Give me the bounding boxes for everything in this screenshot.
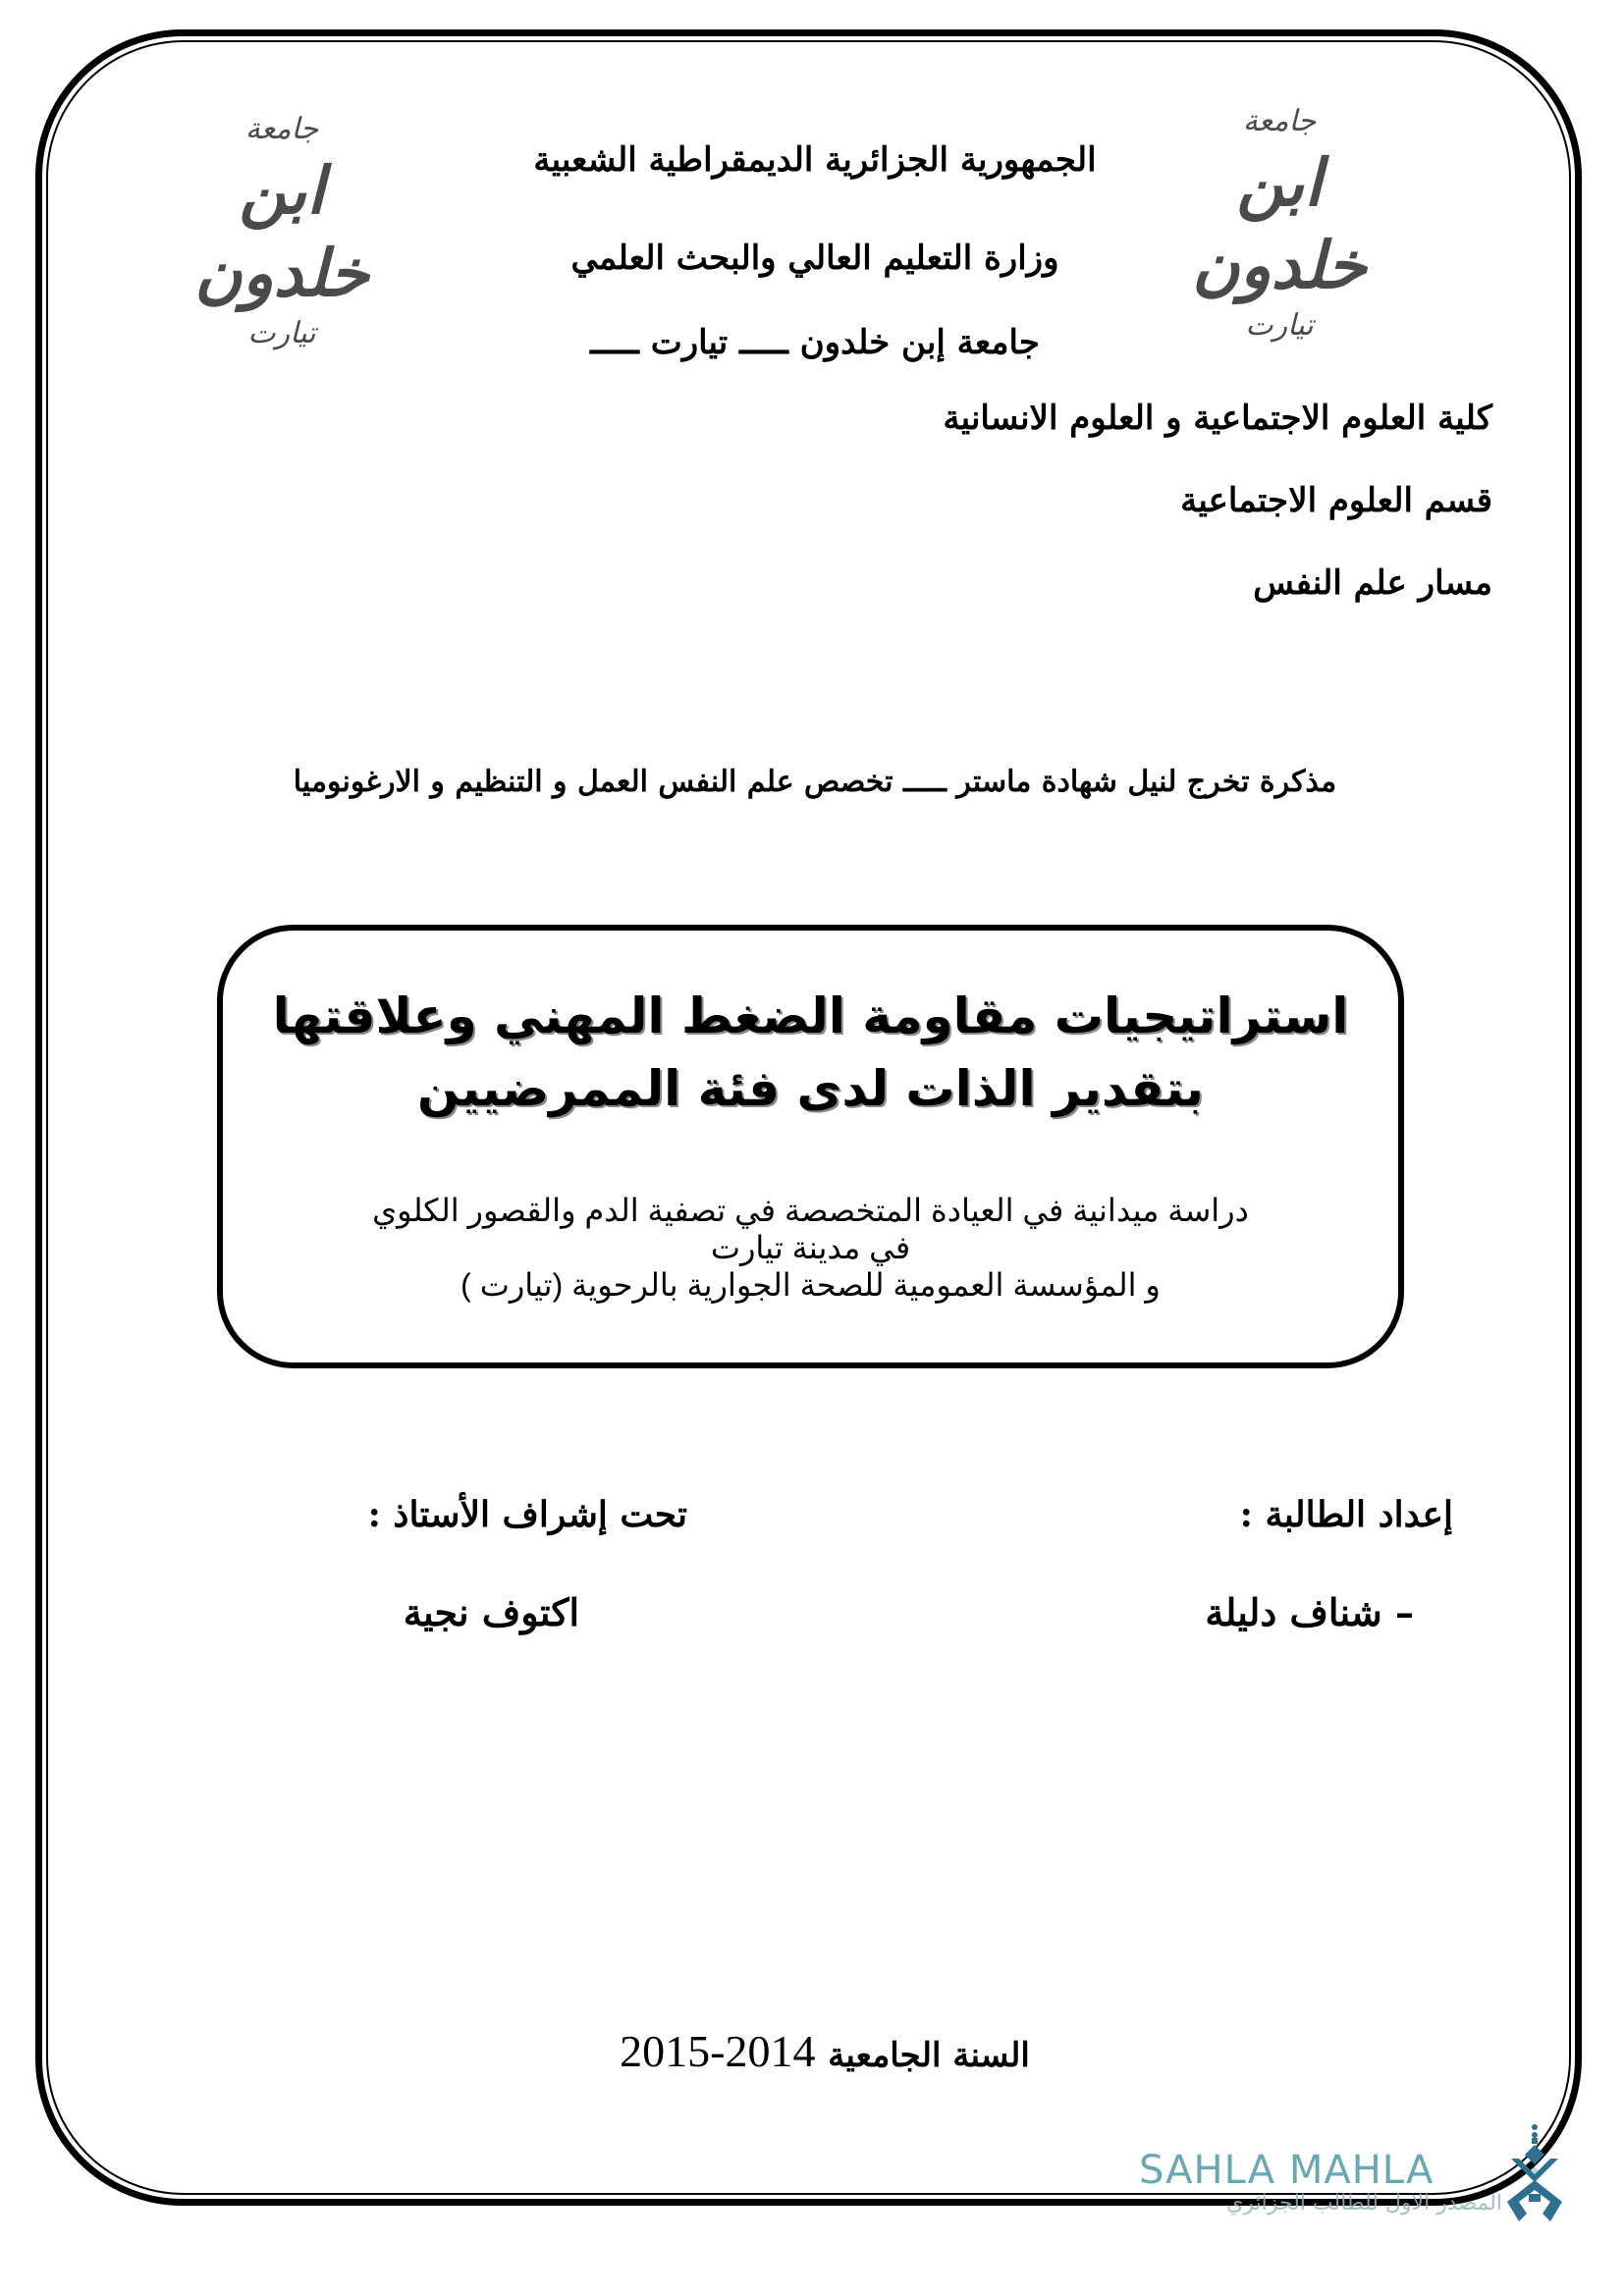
thesis-subtitle <box>223 1192 1398 1304</box>
watermark <box>1139 2148 1532 2226</box>
logo-word-ibn-khaldoun: ابن خلدون <box>194 152 369 311</box>
thesis-title <box>223 980 1398 1125</box>
degree-statement-block <box>196 758 1434 807</box>
academic-year-label: السنة الجامعية <box>828 2036 1030 2075</box>
faculty-name: كلية العلوم الاجتماعية و العلوم الانسانية <box>943 399 1492 438</box>
watermark-logo-icon <box>1505 2123 1564 2226</box>
supervisor-block <box>295 1490 687 1637</box>
watermark-brand: SAHLA MAHLA <box>1139 2148 1435 2193</box>
ministry-name: وزارة التعليم العالي والبحث العلمي <box>570 239 1059 278</box>
thesis-subtitle-line-2: في مدينة تيارت <box>710 1230 911 1265</box>
thesis-title-box <box>217 925 1404 1368</box>
academic-year <box>530 2022 1119 2085</box>
header-block <box>491 133 1139 370</box>
institution-block <box>687 391 1492 611</box>
student-block <box>1021 1490 1453 1637</box>
degree-statement: مذكرة تخرج لنيل شهادة ماستر ـــــ تخصص علم النفس العمل و التنظيم و الارغونوميا <box>293 765 1337 799</box>
watermark-tagline: المصدر الاول للطالب الجزائري <box>1226 2191 1502 2216</box>
university-logo-left <box>149 98 414 350</box>
thesis-title-line-2: بتقدير الذات لدى فئة الممرضيين <box>417 1060 1204 1117</box>
university-name: جامعة إبن خلدون ـــــ تيارت ـــــ <box>590 323 1040 362</box>
student-name: – شناف دليلة <box>1205 1590 1414 1634</box>
logo-word-tiaret: تيارت <box>247 316 316 350</box>
logo-word-ibn-khaldoun: ابن خلدون <box>1192 144 1367 303</box>
logo-word-university: جامعة <box>1242 104 1317 138</box>
thesis-title-line-1: استراتيجيات مقاومة الضغط المهني وعلاقتها <box>272 988 1349 1044</box>
thesis-subtitle-line-1: دراسة ميدانية في العيادة المتخصصة في تصفية الدم والقصور الكلوي <box>372 1193 1249 1228</box>
track-name: مسار علم النفس <box>1253 563 1492 603</box>
republic-name: الجمهورية الجزائرية الديمقراطية الشعبية <box>533 140 1097 180</box>
supervisor-name: اكتوف نجية <box>403 1590 579 1634</box>
logo-word-university: جامعة <box>244 112 319 146</box>
department-name: قسم العلوم الاجتماعية <box>1180 481 1492 520</box>
thesis-subtitle-line-3: و المؤسسة العمومية للصحة الجوارية بالرحوية (تيارت ) <box>460 1267 1161 1303</box>
student-label: إعداد الطالبة : <box>1239 1494 1453 1535</box>
logo-word-tiaret: تيارت <box>1245 308 1314 343</box>
university-logo-right <box>1147 90 1412 343</box>
academic-year-value: 2015-2014 <box>620 2026 816 2076</box>
supervisor-label: تحت إشراف الأستاذ : <box>367 1494 687 1535</box>
